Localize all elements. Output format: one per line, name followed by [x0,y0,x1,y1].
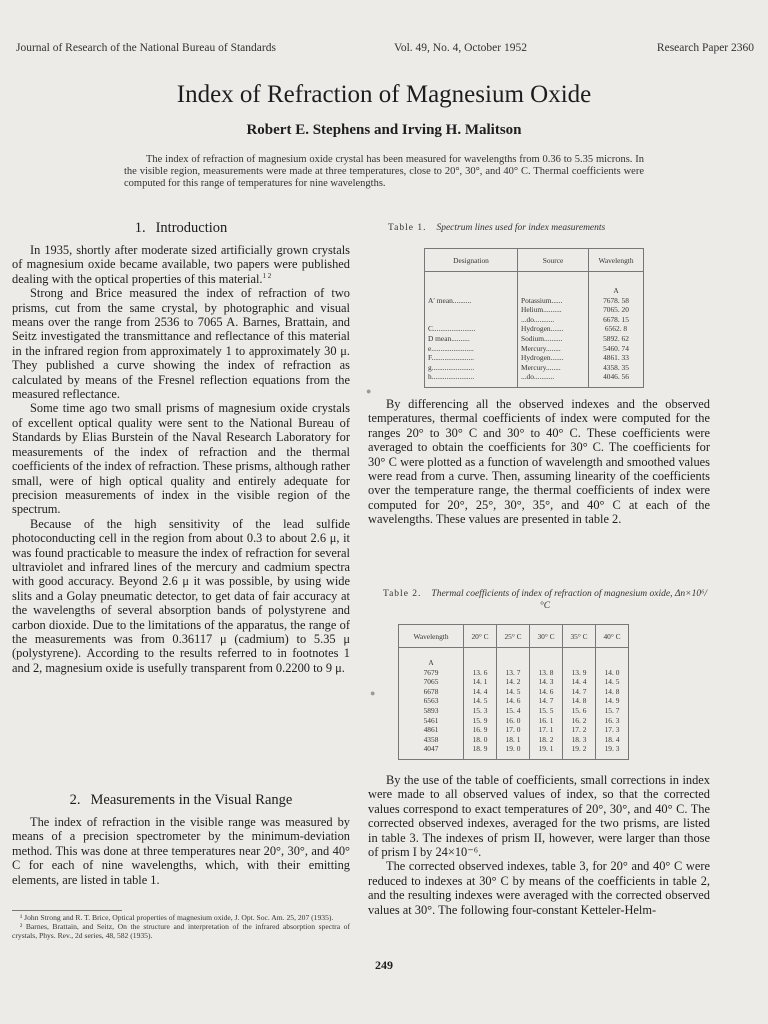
table2-cell: 14. 5 [596,677,629,687]
table2-cell: 14. 6 [497,696,530,706]
table1-cell: g....................... [425,363,518,373]
table2-label: Table 2. [382,589,422,599]
visual-range-body [12,815,350,887]
table2-cell: 15. 9 [464,716,497,726]
table1 [424,248,644,388]
table2-cell: 14. 8 [563,696,596,706]
table2-cell: 18. 9 [464,744,497,759]
table1-cell: 5892. 62 [589,334,644,344]
table2-cell: 16. 2 [563,716,596,726]
table1-cell: e....................... [425,344,518,354]
journal-name: Journal of Research of the National Bureau of Standards [16,42,276,54]
introduction-body [12,243,350,675]
bullet-mark: ● [370,688,376,698]
table2-header: 40° C [596,625,629,648]
table1-cell [425,315,518,325]
table1-cell: C....................... [425,324,518,334]
table2-cell: 19. 2 [563,744,596,759]
table2-cell: 18. 2 [530,735,563,745]
table1-cell: 7678. 58 [589,296,644,306]
table2-cell: 6563 [399,696,464,706]
table2-header: 20° C [464,625,497,648]
table1-row [425,296,644,306]
table1-cell: A′ mean.......... [425,296,518,306]
abstract [124,154,644,191]
paragraph: Some time ago two small prisms of magnesium oxide crystals of excellent optical quality were sent to the National Bureau of Standards by Elias Burstein of the Naval Research Laboratory for measurements of the index of refraction and the thermal coefficients of the index of refraction. These prisms, although rather small, were of high optical quality and entirely adequate for precision measurements of index in the visible region of the spectrum. [12,401,350,517]
section-title: Introduction [155,220,228,236]
paragraph: By differencing all the observed indexes and the observed temperatures, thermal coefficients of index were computed for the ranges 20° to 30° C and 30° to 40° C. These coefficients were averaged to obtain the coefficients for 30° C. The coefficients for 30° C were plotted as a function of wavelength and smoothed values were read from a curve. Then, assuming linearity of the coefficients over the temperature range, the thermal coefficients of index were computed for 20°, 25°, 30°, 35°, and 40° C at each of the wavelengths. These values are presented in table 2. [368,397,710,527]
table1-cell: D mean.......... [425,334,518,344]
table1-cell: ...do........... [518,372,589,387]
table2-cell: 16. 9 [464,725,497,735]
table2-cell: 14. 6 [530,687,563,697]
volume-info: Vol. 49, No. 4, October 1952 [394,42,527,54]
table2-cell: 14. 7 [530,696,563,706]
right-column-bottom [368,773,710,917]
table2-cell: 17. 3 [596,725,629,735]
table2-cell: 16. 1 [530,716,563,726]
running-header [16,42,754,58]
section-heading-introduction [12,220,350,237]
table2-unit: A [399,648,464,668]
abstract-text: The index of refraction of magnesium oxide crystal has been measured for wavelengths from 0.36 to 5.35 microns. In the visible region, measurements were made at three temperatures, close to 20°, 30°, and 40° C. Thermal coefficients were computed for this range of temperatures for nine wavelengths. [124,154,644,190]
table2-cell: 4861 [399,725,464,735]
footnote-2: ² Barnes, Brattain, and Seitz, On the structure and interpretation of the infrared absorption spectra of crystals, Phys. Rev., 2d series, 48, 582 (1935). [12,922,350,941]
table1-header: Source [518,249,589,272]
table2-cell: 19. 3 [596,744,629,759]
table1-row [425,344,644,354]
table2-row [399,677,629,687]
table2-cell: 5461 [399,716,464,726]
paper-authors: Robert E. Stephens and Irving H. Malitson [246,122,522,138]
table1-row [425,372,644,387]
table2-row [399,716,629,726]
table2-row [399,687,629,697]
footnote-1: ¹ John Strong and R. T. Brice, Optical properties of magnesium oxide, J. Opt. Soc. Am. 25, 207 (1935). [20,913,334,922]
table2-cell: 14. 2 [497,677,530,687]
table1-row [425,305,644,315]
section-heading-visual-range [12,792,350,809]
table2-cell: 15. 5 [530,706,563,716]
table1-cell: 4358. 35 [589,363,644,373]
table2-cell: 13. 8 [530,668,563,678]
table2-cell: 13. 6 [464,668,497,678]
table2-cell: 14. 7 [563,687,596,697]
footnote-ref: 1 2 [262,271,272,280]
table1-cell: Hydrogen....... [518,324,589,334]
table2-cell: 17. 2 [563,725,596,735]
table2-cell: 17. 0 [497,725,530,735]
paper-number: Research Paper 2360 [656,42,754,54]
table1-header: Designation [425,249,518,272]
table1-caption [388,222,728,234]
table2-cell: 14. 1 [464,677,497,687]
table2-cell: 4047 [399,744,464,759]
paragraph: The corrected observed indexes, table 3, for 20° and 40° C were reduced to indexes at 30° C by means of the coefficients in table 2, and the resulting indexes were averaged with the corrected observed values at 30°. The following four-constant Ketteler-Helm- [368,859,710,917]
right-column-top [368,397,710,527]
table2-header: Wavelength [399,625,464,648]
table2-row [399,735,629,745]
table2-row [399,696,629,706]
table2-caption-text: Thermal coefficients of index of refraction of magnesium oxide, Δn×10⁶/°C [431,589,708,611]
table1-cell: ...do........... [518,315,589,325]
table1-cell: Sodium.......... [518,334,589,344]
table2-cell: 14. 0 [596,668,629,678]
table2-cell: 6678 [399,687,464,697]
table1-header: Wavelength [589,249,644,272]
table1-cell: Mercury........ [518,344,589,354]
table1-cell: 5460. 74 [589,344,644,354]
table2-cell: 14. 8 [596,687,629,697]
table2-cell: 14. 3 [530,677,563,687]
table2-cell: 16. 3 [596,716,629,726]
table1-cell: 7065. 20 [589,305,644,315]
table1-unit: A [589,272,644,296]
table1-row [425,353,644,363]
table2-row [399,725,629,735]
table1-cell: 6678. 15 [589,315,644,325]
table2-row [399,668,629,678]
table2-cell: 14. 5 [464,696,497,706]
table2-cell: 18. 3 [563,735,596,745]
table2-cell: 13. 7 [497,668,530,678]
table2-row [399,744,629,759]
table2-cell: 14. 9 [596,696,629,706]
section-number: 2. [69,792,81,808]
page-number: 249 [375,958,393,972]
table2-cell: 14. 4 [563,677,596,687]
table2-cell: 14. 5 [497,687,530,697]
table2-cell: 4358 [399,735,464,745]
table1-cell: h....................... [425,372,518,387]
table1-cell: Mercury........ [518,363,589,373]
paragraph: By the use of the table of coefficients, small corrections in index were made to all observed values of index, so that the corrected values correspond to exact temperatures of 20°, 30°, and 40° C. The corrected observed indexes, averaged for the two prisms, are listed in table 3. The indexes of prism II, however, were larger than those of prism I by 24×10⁻⁶. [368,773,710,860]
table1-cell [425,305,518,315]
table2-cell: 7679 [399,668,464,678]
table2-cell: 18. 4 [596,735,629,745]
table2-cell: 13. 9 [563,668,596,678]
table2-header: 35° C [563,625,596,648]
footnote-rule [12,910,122,911]
paragraph: In 1935, shortly after moderate sized artificially grown crystals of magnesium oxide became available, two papers were published dealing with the optical properties of this material.$^{1 2}$ [12,243,350,286]
table2-header: 30° C [530,625,563,648]
table2 [398,624,629,760]
table1-cell: Hydrogen....... [518,353,589,363]
table1-row [425,363,644,373]
table2-cell: 17. 1 [530,725,563,735]
table2-cell: 5893 [399,706,464,716]
table2-cell: 16. 0 [497,716,530,726]
table2-cell: 18. 1 [497,735,530,745]
table2-cell: 15. 4 [497,706,530,716]
table2-cell: 15. 7 [596,706,629,716]
table2-cell: 14. 4 [464,687,497,697]
table1-row [425,324,644,334]
table2-cell: 18. 0 [464,735,497,745]
table1-cell: Helium.......... [518,305,589,315]
table1-row [425,334,644,344]
table1-cell: 4861. 33 [589,353,644,363]
table2-row [399,706,629,716]
section-number: 1. [134,220,146,236]
table2-cell: 7065 [399,677,464,687]
table1-label: Table 1. [388,223,427,233]
paragraph: Because of the high sensitivity of the lead sulfide photoconducting cell in the region from about 0.3 to about 2.6 μ, it was found practicable to measure the index of refraction for several ultraviolet and infrared lines of the mercury and cadmium spectra with good accuracy. Beyond 2.6 μ it was possible, by using wide slits and a Golay pneumatic detector, to get data of fair accuracy at the wavelengths of several absorption bands of polystyrene and carbon dioxide. Due to the limitations of the apparatus, the range of the measurements was from 0.36117 μ (cadmium) to 5.35 μ (polystyrene). According to the results referred to in footnotes 1 and 2, magnesium oxide is usefully transparent from 0.2200 to 9 μ. [12,516,350,675]
table2-caption [380,588,710,612]
paragraph: The index of refraction in the visible range was measured by means of a precision spectrometer by the minimum-deviation method. This was done at three temperatures near 20°, 30°, and 40° C for each of nine wavelengths, which, with their emitting elements, are listed in table 1. [12,815,350,887]
table1-row [425,315,644,325]
table2-cell: 19. 1 [530,744,563,759]
paragraph: Strong and Brice measured the index of refraction of two prisms, cut from the same crystal, by photographic and visual means over the range from 2536 to 7065 A. Barnes, Brattain, and Seitz investigated the transmittance and reflectance of this material in the infrared region from approximately 1 to approximately 30 μ. They published a curve showing the index of refraction as calculated by means of the Fresnel reflection equations from the measured reflectance. [12,286,350,402]
paper-title: Index of Refraction of Magnesium Oxide [176,81,592,108]
table1-caption-text: Spectrum lines used for index measurements [436,223,606,233]
table2-header: 25° C [497,625,530,648]
bullet-mark: ● [366,386,372,396]
footnotes [12,910,350,941]
table1-cell: 4046. 56 [589,372,644,387]
table2-cell: 19. 0 [497,744,530,759]
table1-cell: 6562. 8 [589,324,644,334]
section-title: Measurements in the Visual Range [90,792,293,808]
table1-cell: F....................... [425,353,518,363]
table1-cell: Potassium...... [518,296,589,306]
table2-cell: 15. 6 [563,706,596,716]
table2-cell: 15. 3 [464,706,497,716]
